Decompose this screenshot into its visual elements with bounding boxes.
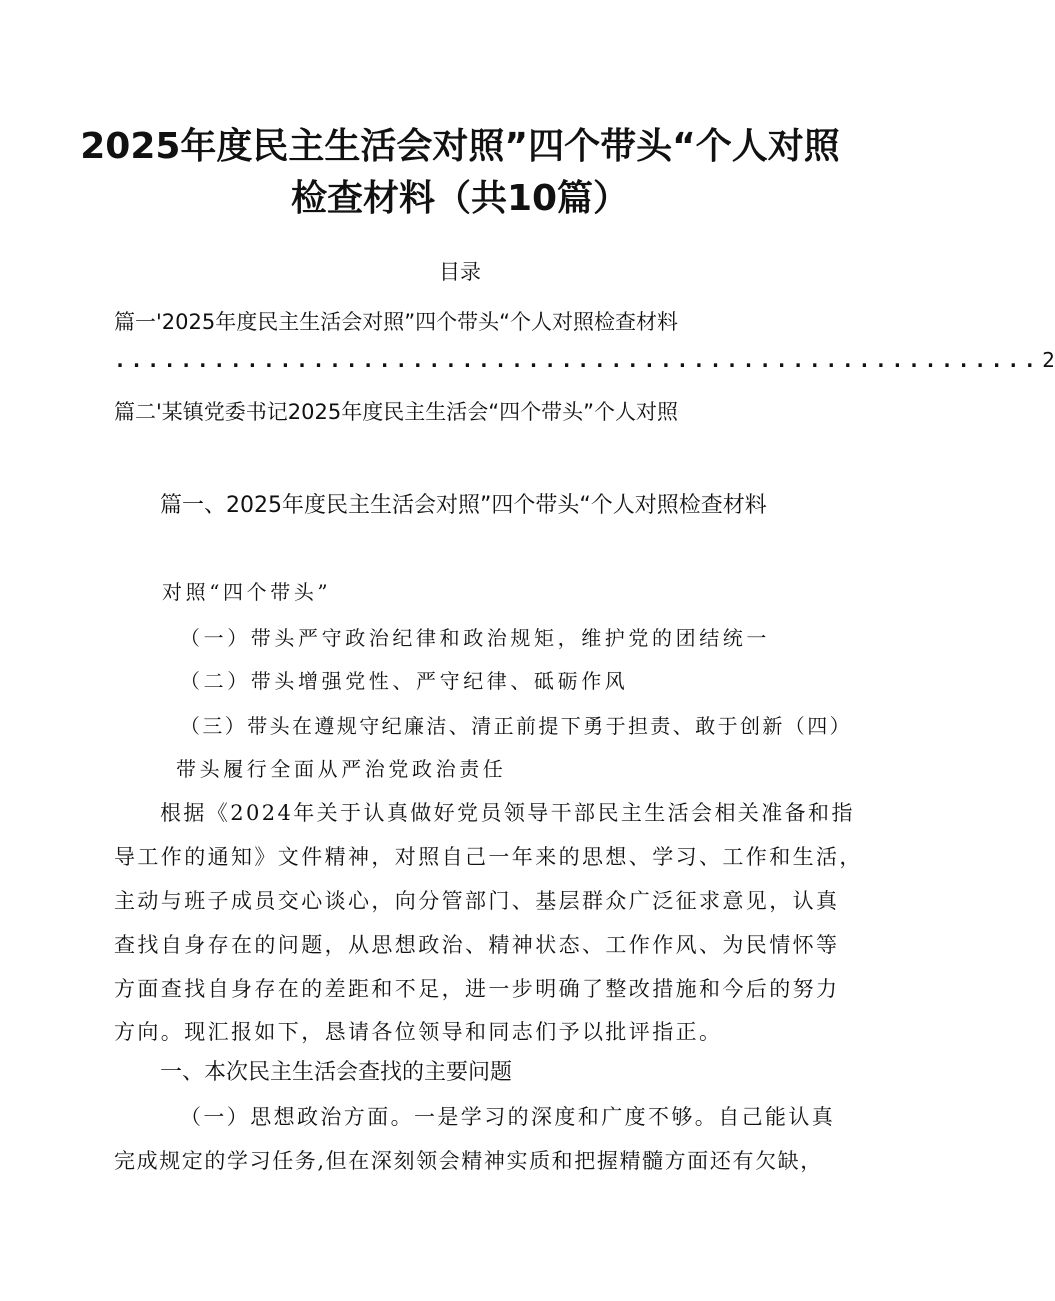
subsection-line-1: （一）思想政治方面。一是学习的深度和广度不够。自己能认真 [180, 1105, 836, 1129]
section-title: 篇一、2025年度民主生活会对照”四个带头“个人对照检查材料 [160, 493, 767, 518]
outline-item-4: 带头履行全面从严治党政治责任 [176, 757, 507, 781]
heading-main-problems: 一、本次民主生活会查找的主要问题 [160, 1060, 513, 1085]
toc-heading: 目录 [439, 260, 481, 284]
toc-item-2[interactable]: 篇二'某镇党委书记2025年度民主生活会“四个带头”个人对照 [114, 400, 678, 424]
toc-item-1[interactable]: 篇一'2025年度民主生活会对照”四个带头“个人对照检查材料 [114, 310, 678, 334]
paragraph-line-5: 方面查找自身存在的差距和不足，进一步明确了整改措施和今后的努力 [114, 977, 840, 1001]
paragraph-line-4: 查找自身存在的问题，从思想政治、精神状态、工作作风、为民情怀等 [114, 933, 840, 957]
outline-heading: 对照“四个带头” [162, 580, 332, 604]
toc-dot-leader: ........................................................ [114, 348, 1041, 372]
toc-page-number: 2 [1042, 348, 1055, 372]
subsection-line-2: 完成规定的学习任务,但在深刻领会精神实质和把握精髓方面还有欠缺， [114, 1149, 823, 1173]
outline-item-3: （三）带头在遵规守纪廉洁、清正前提下勇于担责、敢于创新（四） [180, 714, 852, 738]
paragraph-line-2: 导工作的通知》文件精神，对照自己一年来的思想、学习、工作和生活， [114, 845, 863, 869]
document-title-line-2: 检查材料（共10篇） [290, 178, 630, 219]
paragraph-line-1: 根据《2024年关于认真做好党员领导干部民主生活会相关准备和指 [160, 801, 855, 825]
document-title-line-1: 2025年度民主生活会对照”四个带头“个人对照 [80, 126, 840, 167]
toc-leader-line [114, 348, 1055, 372]
outline-item-2: （二）带头增强党性、严守纪律、砥砺作风 [180, 669, 629, 693]
paragraph-line-3: 主动与班子成员交心谈心，向分管部门、基层群众广泛征求意见，认真 [114, 889, 840, 913]
outline-item-1: （一）带头严守政治纪律和政治规矩，维护党的团结统一 [180, 626, 770, 650]
paragraph-line-6: 方向。现汇报如下，恳请各位领导和同志们予以批评指正。 [114, 1020, 723, 1044]
